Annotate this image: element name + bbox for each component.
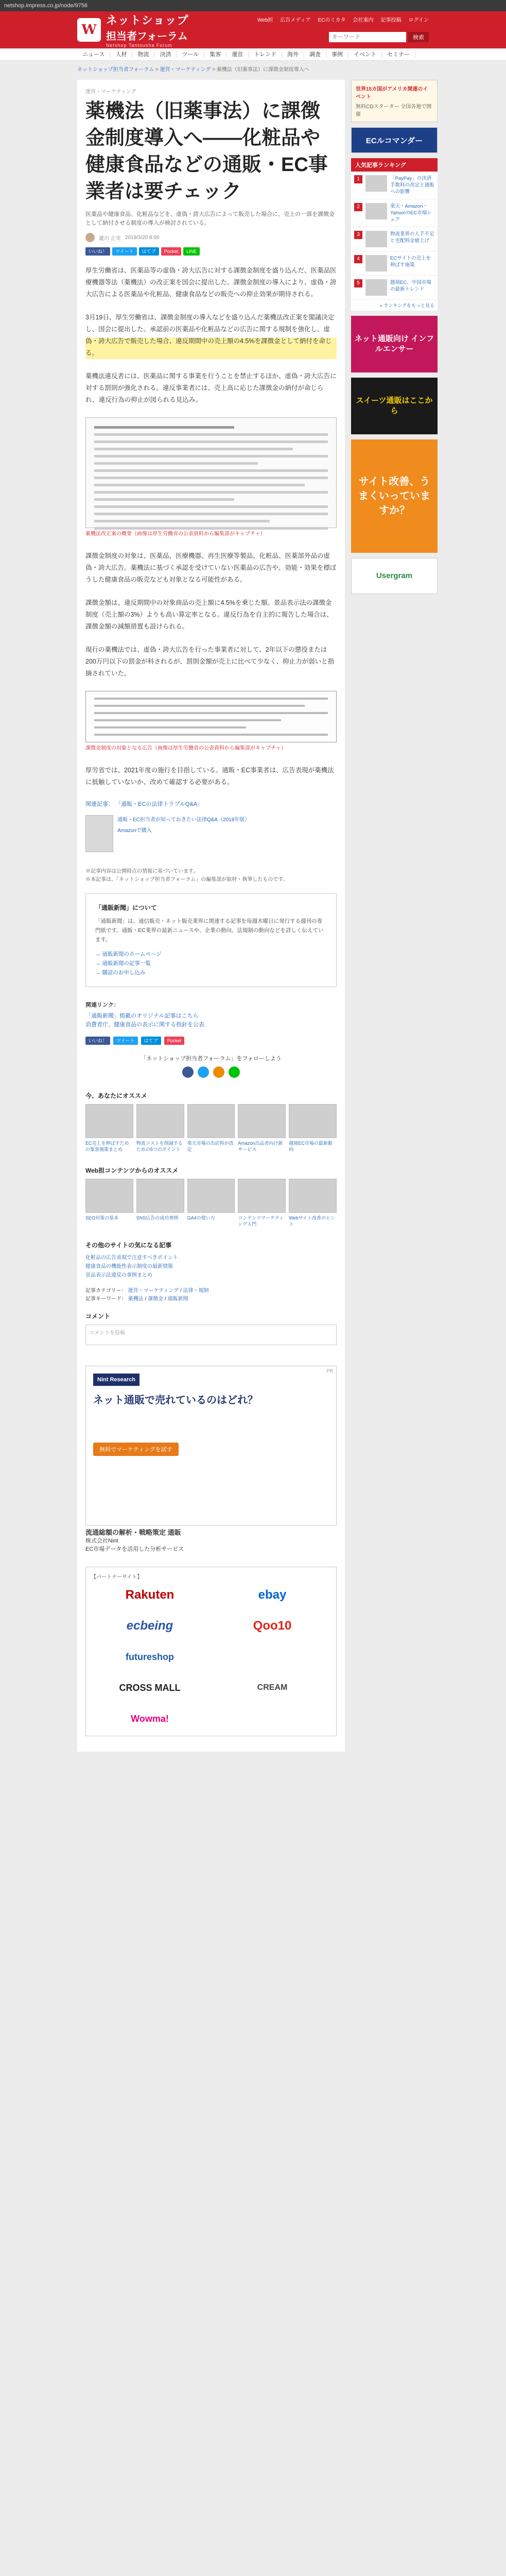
topnav-item[interactable]: ECのミカタ bbox=[318, 18, 346, 23]
pocket-button[interactable]: Pocket bbox=[164, 1037, 185, 1045]
gnav-item[interactable]: ニュース bbox=[77, 51, 110, 58]
search-button[interactable]: 検索 bbox=[408, 32, 429, 42]
article-paragraph: 課徴金額は、違反期間中の対象商品の売上額に4.5%を乗じた額。景品表示法の課徴金制度（売上額の3%）よりも高い算定率となる。違反行為を自主的に報告した場合は、課徴金額の減額措置も設けられる。 bbox=[85, 599, 333, 630]
recommend-thumbs bbox=[85, 1104, 337, 1138]
rank-thumb bbox=[365, 255, 387, 272]
gnav-item[interactable]: 集客 bbox=[204, 51, 226, 58]
article-paragraph: 厚労省では、2021年度の施行を目指している。通販・EC事業者は、広告表現が薬機法に抵触していないか、改めて確認する必要がある。 bbox=[85, 767, 334, 786]
web-thumbs bbox=[85, 1179, 337, 1213]
ranking-item[interactable] bbox=[351, 227, 438, 251]
related-links bbox=[85, 1012, 337, 1029]
image-caption: 薬機法改正案の概要（画像は厚生労働省の公表資料から編集部がキャプチャ） bbox=[85, 531, 266, 537]
amazon-item bbox=[85, 815, 337, 852]
article-category[interactable]: 運営・マーケティング bbox=[85, 89, 136, 95]
ranking-item[interactable] bbox=[351, 172, 438, 199]
rank-text[interactable]: 楽天・Amazon・Yahoo!のEC市場シェア bbox=[390, 204, 432, 223]
url-bar[interactable]: netshop.impress.co.jp/node/9756 bbox=[0, 0, 506, 11]
rank-thumb bbox=[365, 231, 387, 247]
topnav-item[interactable]: 広告メディア bbox=[280, 18, 311, 23]
ad-text-title[interactable]: 流通総額の解析・戦略策定 通販 bbox=[85, 1529, 181, 1536]
article-tags: 記事カテゴリー： 運営・マーケティング / 法律・規制 記事キーワード： 薬機法 / 課徴金 / 通販新聞 bbox=[85, 1288, 209, 1302]
top-nav bbox=[257, 15, 429, 23]
site-header bbox=[0, 11, 506, 48]
comment-title: コメント bbox=[85, 1313, 111, 1320]
related-link-text[interactable]: 「通販・ECの法律トラブルQ&A」 bbox=[115, 801, 203, 807]
recommend-thumb[interactable] bbox=[238, 1104, 286, 1138]
recommend-caption[interactable]: 物流コストを削減するための5つのポイント bbox=[136, 1141, 183, 1152]
web-thumb[interactable] bbox=[187, 1179, 235, 1213]
article-notes bbox=[85, 868, 337, 884]
nint-logo: Nint Research bbox=[93, 1374, 139, 1386]
recommend-captions bbox=[85, 1140, 337, 1159]
follow-text: 「ネットショップ担当者フォーラム」をフォローしよう bbox=[141, 1056, 282, 1062]
recommend-title: 今、あなたにオススメ bbox=[85, 1092, 147, 1099]
breadcrumb-item[interactable]: ネットショップ担当者フォーラム bbox=[77, 67, 154, 73]
quote-image bbox=[85, 691, 337, 742]
recommend-caption[interactable]: 楽天市場の出店料が改定 bbox=[187, 1141, 234, 1152]
article-paragraph: 現行の薬機法では、虚偽・誇大広告を行った事業者に対して、2年以下の懲役または200万円以下の罰金が科されるが、罰則金額が売上に比べて少なく、抑止力が弱いと指摘されていた。 bbox=[85, 646, 335, 677]
web-thumb[interactable] bbox=[85, 1179, 133, 1213]
keywords-label: 記事キーワード： bbox=[85, 1296, 127, 1302]
sidebar-banner[interactable]: サイト改善、うまくいっていますか？ bbox=[351, 439, 438, 553]
recommend-thumb[interactable] bbox=[85, 1104, 133, 1138]
author-name[interactable]: 瀧川 正実 bbox=[99, 235, 121, 242]
info-body: 「通販新聞」は、通信販売・ネット販売業界に関連する記事を毎週木曜日に発行する週刊の専門紙です。通販・EC業界の最新ニュースや、企業の動向、法規制の動向などを詳しく伝えています。 bbox=[95, 918, 324, 943]
gnav-item[interactable]: 人材 bbox=[110, 51, 132, 58]
sidebar-banner[interactable]: ネット通販向け インフルエンサー bbox=[351, 316, 438, 372]
recommend-thumb[interactable] bbox=[289, 1104, 337, 1138]
gnav-item[interactable]: 調査 bbox=[304, 51, 326, 58]
rss-icon[interactable] bbox=[213, 1066, 224, 1078]
document-image bbox=[85, 417, 337, 528]
rank-thumb bbox=[365, 175, 387, 192]
topnav-item[interactable]: 記事投稿 bbox=[380, 18, 402, 23]
ranking-item[interactable] bbox=[351, 199, 438, 227]
rank-number: 5 bbox=[354, 279, 362, 287]
rank-number: 2 bbox=[354, 203, 362, 211]
ad-cta-button[interactable]: 無料でマーケティングを試す bbox=[93, 1443, 179, 1456]
gnav-item[interactable]: 事例 bbox=[326, 51, 348, 58]
article-paragraph: 薬機法違反者には、医薬品に関する事業を行うことを禁止するほか、虚偽・誇大広告に対する罰則が強化される。違反事業者には、売上高に応じた課徴金の納付が命じられ、違反行為の抑止が図られる見込み。 bbox=[85, 372, 337, 403]
sidebar-ad[interactable] bbox=[351, 127, 438, 153]
main-column bbox=[77, 80, 345, 1752]
tweet-button[interactable]: ツイート bbox=[113, 1037, 138, 1045]
ad-headline: ネット通販で売れているのはどれ？ bbox=[93, 1395, 258, 1406]
logo-line1: ネットショップ bbox=[106, 14, 189, 27]
book-title[interactable]: 通販・EC担当者が知っておきたい法律Q&A（2018年版） bbox=[117, 817, 250, 823]
gnav-item[interactable]: 運営 bbox=[226, 51, 249, 58]
sidebar-ad[interactable] bbox=[351, 80, 438, 122]
gnav-item[interactable]: ツール bbox=[177, 51, 204, 58]
image-caption: 課徴金制度の対象となる広告（画像は厚生労働省の公表資料から編集部がキャプチャ） bbox=[85, 745, 286, 751]
web-captions bbox=[85, 1215, 337, 1233]
rank-thumb bbox=[365, 203, 387, 219]
facebook-like-button[interactable]: いいね！ bbox=[85, 1037, 110, 1045]
info-link[interactable]: → 通販新聞の記事一覧 bbox=[95, 960, 151, 967]
recommend-caption[interactable]: EC売上を伸ばすための集客施策まとめ bbox=[85, 1141, 129, 1152]
other-link[interactable]: 健康食品の機能性表示制度の最新情報 bbox=[85, 1264, 173, 1269]
topnav-item[interactable]: ログイン bbox=[408, 18, 429, 23]
note-item: ※記事内容は公開時点の情報に基づいています。 bbox=[85, 869, 199, 874]
web-caption[interactable]: SNS広告の成功事例 bbox=[136, 1215, 179, 1221]
web-thumb[interactable] bbox=[238, 1179, 286, 1213]
rank-text[interactable]: 物流業界の人手不足と宅配料金値上げ bbox=[390, 231, 434, 244]
social-row bbox=[85, 1037, 337, 1045]
topnav-item[interactable]: 会社案内 bbox=[353, 18, 374, 23]
ad-text-desc: EC市場データを活用した分析サービス bbox=[85, 1546, 184, 1552]
keyword-link[interactable]: 通販新聞 bbox=[167, 1296, 188, 1302]
ad-label: PR bbox=[326, 1368, 333, 1374]
sidebar bbox=[351, 80, 438, 1752]
partner-blank bbox=[214, 1645, 331, 1669]
logo-line2: 担当者フォーラム bbox=[106, 31, 188, 42]
partner-box bbox=[85, 1567, 337, 1736]
comment-input[interactable]: コメントを投稿 bbox=[85, 1325, 337, 1345]
publish-date: 2019/3/20 8:00 bbox=[125, 234, 160, 241]
breadcrumb-item[interactable]: 運営・マーケティング bbox=[160, 67, 211, 73]
info-link[interactable]: → 通販新聞のホームページ bbox=[95, 951, 162, 957]
ranking-title: 人気記事ランキング bbox=[351, 158, 438, 172]
book-buy-link[interactable]: Amazonで購入 bbox=[117, 828, 152, 834]
ranking-more-link[interactable]: » ランキングをもっと見る bbox=[351, 300, 438, 311]
rank-number: 3 bbox=[354, 231, 362, 239]
rank-number: 1 bbox=[354, 175, 362, 183]
pocket-button[interactable]: Pocket bbox=[161, 247, 182, 256]
partner-logo[interactable]: ecbeing bbox=[126, 1619, 173, 1633]
related-title: 関連リンク： bbox=[85, 1002, 119, 1008]
tweet-button[interactable]: ツイート bbox=[112, 247, 137, 256]
gnav-item[interactable]: 物流 bbox=[132, 51, 154, 58]
recommend-caption[interactable]: Amazon出品者向け新サービス bbox=[238, 1141, 283, 1152]
web-thumb[interactable] bbox=[136, 1179, 184, 1213]
partner-logo[interactable]: futureshop bbox=[126, 1651, 174, 1662]
header-search bbox=[329, 32, 429, 42]
gnav-item[interactable]: セミナー bbox=[382, 51, 415, 58]
search-input[interactable] bbox=[329, 32, 406, 42]
recommend-thumb[interactable] bbox=[136, 1104, 184, 1138]
partner-logo[interactable]: Qoo10 bbox=[253, 1619, 292, 1633]
article-paragraph: 課徴金制度の対象は、医薬品、医療機器、再生医療等製品、化粧品、医薬部外品の虚偽・誇大広告。薬機法に基づく承認を受けていない医薬品の広告や、効能・効果を標ぼうした健康食品の販売なども対象となる可能性がある。 bbox=[85, 552, 337, 583]
rank-thumb bbox=[365, 279, 387, 296]
article-paragraph: 厚生労働省は、医薬品等の虚偽・誇大広告に対する課徴金制度を盛り込んだ、医薬品医療機器等法（薬機法）の改正案を国会に提出した。課徴金制度の導入により、虚偽・誇大広告による医薬品や化粧品、健康食品などの販売への抑止効果が期待される。 bbox=[85, 267, 337, 298]
site-logo[interactable] bbox=[77, 12, 189, 48]
gnav-item[interactable]: 海外 bbox=[282, 51, 304, 58]
hatena-button[interactable]: はてブ bbox=[141, 1037, 161, 1045]
rank-text[interactable]: 「PayPay」の決済手数料の改定と通販への影響 bbox=[390, 176, 434, 195]
ad-text bbox=[85, 1529, 337, 1553]
rank-text[interactable]: 越境EC、中国市場の最新トレンド bbox=[390, 280, 431, 292]
author-avatar bbox=[85, 233, 95, 242]
global-nav bbox=[0, 48, 506, 61]
note-item: ※本記事は、「ネットショップ担当者フォーラム」の編集部が取材・執筆したものです。 bbox=[85, 877, 288, 883]
article-meta bbox=[85, 233, 337, 242]
web-caption[interactable]: SEO対策の基本 bbox=[85, 1215, 119, 1221]
recommend-thumb[interactable] bbox=[187, 1104, 235, 1138]
web-thumb[interactable] bbox=[289, 1179, 337, 1213]
logo-line3: Netshop Tantousha Forum bbox=[106, 43, 172, 48]
web-caption[interactable]: Webサイト改善のヒント bbox=[289, 1215, 335, 1227]
partner-logo[interactable]: Wowma! bbox=[131, 1713, 169, 1724]
article-title: 薬機法（旧薬事法）に課徴金制度導入へ――化粧品や健康食品などの通販・EC事業者は要チェック bbox=[85, 100, 328, 202]
web-title: Web担コンテンツからのオススメ bbox=[85, 1167, 179, 1174]
related-prefix: 関連記事： bbox=[85, 801, 114, 807]
other-list bbox=[85, 1253, 337, 1280]
keyword-link[interactable]: 課徴金 bbox=[148, 1296, 164, 1302]
facebook-like-button[interactable]: いいね！ bbox=[85, 247, 110, 256]
ranking-item[interactable] bbox=[351, 251, 438, 276]
gnav-item[interactable]: 決済 bbox=[154, 51, 177, 58]
topnav-item[interactable]: Web担 bbox=[257, 18, 273, 23]
related-link bbox=[85, 800, 337, 808]
rank-text[interactable]: ECサイトの売上を伸ばす施策 bbox=[390, 256, 431, 268]
logo-mark-icon: W bbox=[77, 18, 101, 42]
book-cover[interactable] bbox=[85, 815, 113, 852]
other-title: その他のサイトの気になる記事 bbox=[85, 1242, 172, 1249]
info-title: 「通販新聞」について bbox=[95, 904, 157, 911]
gnav-item[interactable]: トレンド bbox=[249, 51, 282, 58]
share-buttons bbox=[85, 247, 337, 256]
line-button[interactable]: LINE bbox=[183, 247, 200, 256]
hatena-button[interactable]: はてブ bbox=[139, 247, 159, 256]
line-icon[interactable] bbox=[229, 1066, 240, 1078]
sidebar-banner[interactable]: スイーツ通販はここから bbox=[351, 378, 438, 434]
info-box bbox=[85, 893, 337, 987]
partner-logo[interactable]: CROSS MALL bbox=[119, 1682, 181, 1693]
partner-grid bbox=[91, 1583, 331, 1731]
partner-logo[interactable]: CREAM bbox=[257, 1683, 288, 1692]
ad-text-company: 株式会社Nint bbox=[85, 1538, 118, 1544]
article-lead: 医薬品や健康食品、化粧品などを、虚偽・誇大広告によって販売した場合に、売上の一部を課徴金として納付させる制度の導入が検討されている。 bbox=[85, 211, 335, 226]
sidebar-banner[interactable]: Usergram bbox=[351, 558, 438, 594]
facebook-icon[interactable] bbox=[182, 1066, 194, 1078]
tags-label: 記事カテゴリー： bbox=[85, 1288, 127, 1294]
twitter-icon[interactable] bbox=[198, 1066, 209, 1078]
follow-icons bbox=[85, 1066, 337, 1078]
partners-title: 【パートナーサイト】 bbox=[91, 1574, 143, 1580]
web-caption[interactable]: コンテンツマーケティング入門 bbox=[238, 1215, 284, 1227]
gnav-item[interactable]: イベント bbox=[348, 51, 382, 58]
breadcrumb: ネットショップ担当者フォーラム > 運営・マーケティング > 薬機法（旧薬事法）に課徴金制度導入へ bbox=[0, 61, 506, 77]
ranking-item[interactable] bbox=[351, 276, 438, 300]
nint-ad[interactable] bbox=[85, 1366, 337, 1526]
recommend-caption[interactable]: 越境EC市場の最新動向 bbox=[289, 1141, 333, 1152]
sidebar-ad2-title: ECルコマンダー bbox=[365, 136, 423, 145]
tag-link[interactable]: 運営・マーケティング bbox=[128, 1288, 179, 1294]
related-link-item[interactable]: 「通販新聞」掲載のオリジナル記事はこちら bbox=[85, 1013, 199, 1019]
sidebar-ad-title: 世界15カ国がアメリカ関連のイベント bbox=[356, 87, 428, 100]
logo-text bbox=[106, 12, 189, 48]
partner-logo[interactable]: Rakuten bbox=[125, 1588, 175, 1602]
other-link[interactable]: 景品表示法違反の事例まとめ bbox=[85, 1273, 152, 1278]
related-link-item[interactable]: 消費者庁、健康食品の表示に関する指針を公表 bbox=[85, 1022, 204, 1028]
rank-number: 4 bbox=[354, 255, 362, 263]
sidebar-ad-sub: 無料CDスターター 全国各地で開催 bbox=[356, 104, 432, 117]
info-link[interactable]: → 購読のお申し込み bbox=[95, 970, 146, 976]
article-paragraph: 3月19日、厚生労働省は、課徴金制度の導入などを盛り込んだ薬機法改正案を閣議決定し、国会に提出した。承認前の医薬品や化粧品などの広告に関する規制を強化し、虚偽・誇大広告で販売した場合、違反期間中の売上額の4.5%を課徴金として納付を命じる。 bbox=[85, 312, 337, 359]
breadcrumb-current: 薬機法（旧薬事法）に課徴金制度導入へ bbox=[216, 67, 309, 73]
other-link[interactable]: 化粧品の広告表現で注意すべきポイント bbox=[85, 1255, 178, 1261]
content-container bbox=[77, 77, 438, 1752]
web-caption[interactable]: GA4の使い方 bbox=[187, 1215, 215, 1221]
tag-link[interactable]: 法律・規制 bbox=[183, 1288, 209, 1294]
keyword-link[interactable]: 薬機法 bbox=[128, 1296, 144, 1302]
partner-logo[interactable]: ebay bbox=[258, 1588, 287, 1602]
